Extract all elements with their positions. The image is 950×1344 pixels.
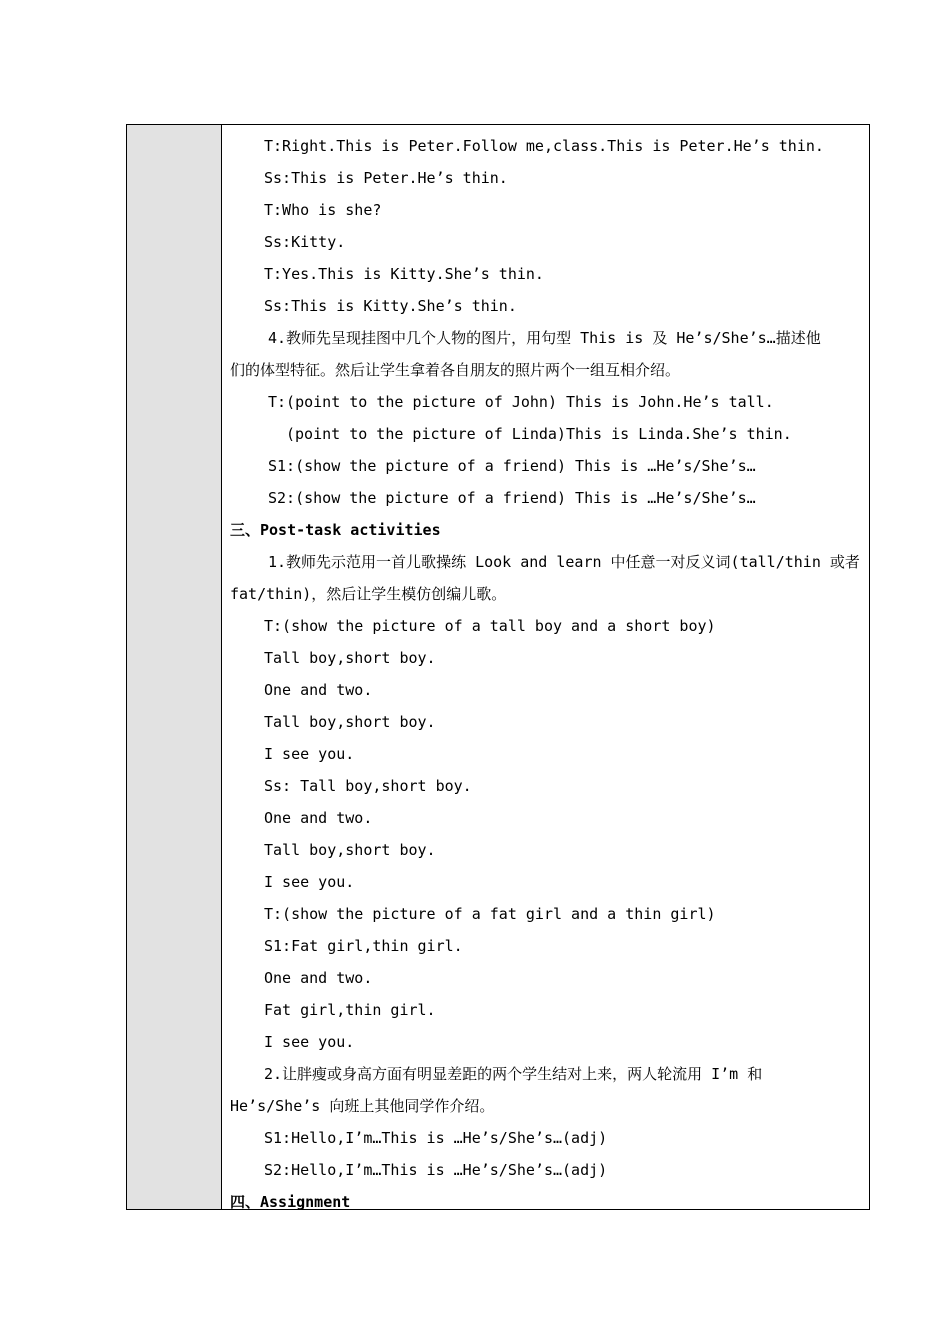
step-4-instruction: 4.教师先呈现挂图中几个人物的图片，用句型 This is 及 He’s/She’s…描述他: [268, 329, 821, 347]
section-heading-assignment: 四、Assignment: [230, 1193, 351, 1211]
dialogue-line: S2:Hello,I’m…This is …He’s/She’s…(adj): [264, 1161, 608, 1179]
chant-line: One and two.: [264, 969, 373, 987]
chant-line: Tall boy,short boy.: [264, 649, 436, 667]
chant-line: S1:Fat girl,thin girl.: [264, 937, 463, 955]
dialogue-line: S2:(show the picture of a friend) This is …He’s/She’s…: [268, 489, 756, 507]
dialogue-line: T:(show the picture of a fat girl and a thin girl): [264, 905, 716, 923]
section-heading-post-task: 三、Post-task activities: [230, 521, 441, 539]
dialogue-line: (point to the picture of Linda)This is Linda.She’s thin.: [286, 425, 792, 443]
chant-line: I see you.: [264, 1033, 355, 1051]
section-label-column: [127, 125, 222, 1209]
step-2-instruction: 2.让胖瘦或身高方面有明显差距的两个学生结对上来，两人轮流用 I’m 和: [264, 1065, 763, 1083]
chant-line: One and two.: [264, 681, 373, 699]
chant-line: One and two.: [264, 809, 373, 827]
dialogue-line: T:Yes.This is Kitty.She’s thin.: [264, 265, 544, 283]
dialogue-line: S1:(show the picture of a friend) This is …He’s/She’s…: [268, 457, 756, 475]
chant-line: Ss: Tall boy,short boy.: [264, 777, 472, 795]
chant-line: Tall boy,short boy.: [264, 713, 436, 731]
dialogue-line: T:Who is she?: [264, 201, 382, 219]
chant-line: Tall boy,short boy.: [264, 841, 436, 859]
dialogue-line: Ss:This is Peter.He’s thin.: [264, 169, 508, 187]
step-4-instruction-cont: 们的体型特征。然后让学生拿着各自朋友的照片两个一组互相介绍。: [230, 361, 681, 379]
lesson-content-cell: [222, 125, 869, 1209]
dialogue-line: T:(show the picture of a tall boy and a short boy): [264, 617, 716, 635]
dialogue-line: T:(point to the picture of John) This is John.He’s tall.: [268, 393, 774, 411]
chant-line: I see you.: [264, 745, 355, 763]
step-1-instruction-cont: fat/thin)，然后让学生模仿创编儿歌。: [230, 585, 507, 603]
step-2-instruction-cont: He’s/She’s 向班上其他同学作介绍。: [230, 1097, 495, 1115]
dialogue-line: Ss:Kitty.: [264, 233, 346, 251]
dialogue-line: S1:Hello,I’m…This is …He’s/She’s…(adj): [264, 1129, 608, 1147]
chant-line: Fat girl,thin girl.: [264, 1001, 436, 1019]
step-1-instruction: 1.教师先示范用一首儿歌操练 Look and learn 中任意一对反义词(tall/thin 或者: [268, 553, 860, 571]
chant-line: I see you.: [264, 873, 355, 891]
lesson-plan-table: [126, 124, 870, 1210]
dialogue-line: Ss:This is Kitty.She’s thin.: [264, 297, 517, 315]
dialogue-line: T:Right.This is Peter.Follow me,class.This is Peter.He’s thin.: [264, 137, 824, 155]
